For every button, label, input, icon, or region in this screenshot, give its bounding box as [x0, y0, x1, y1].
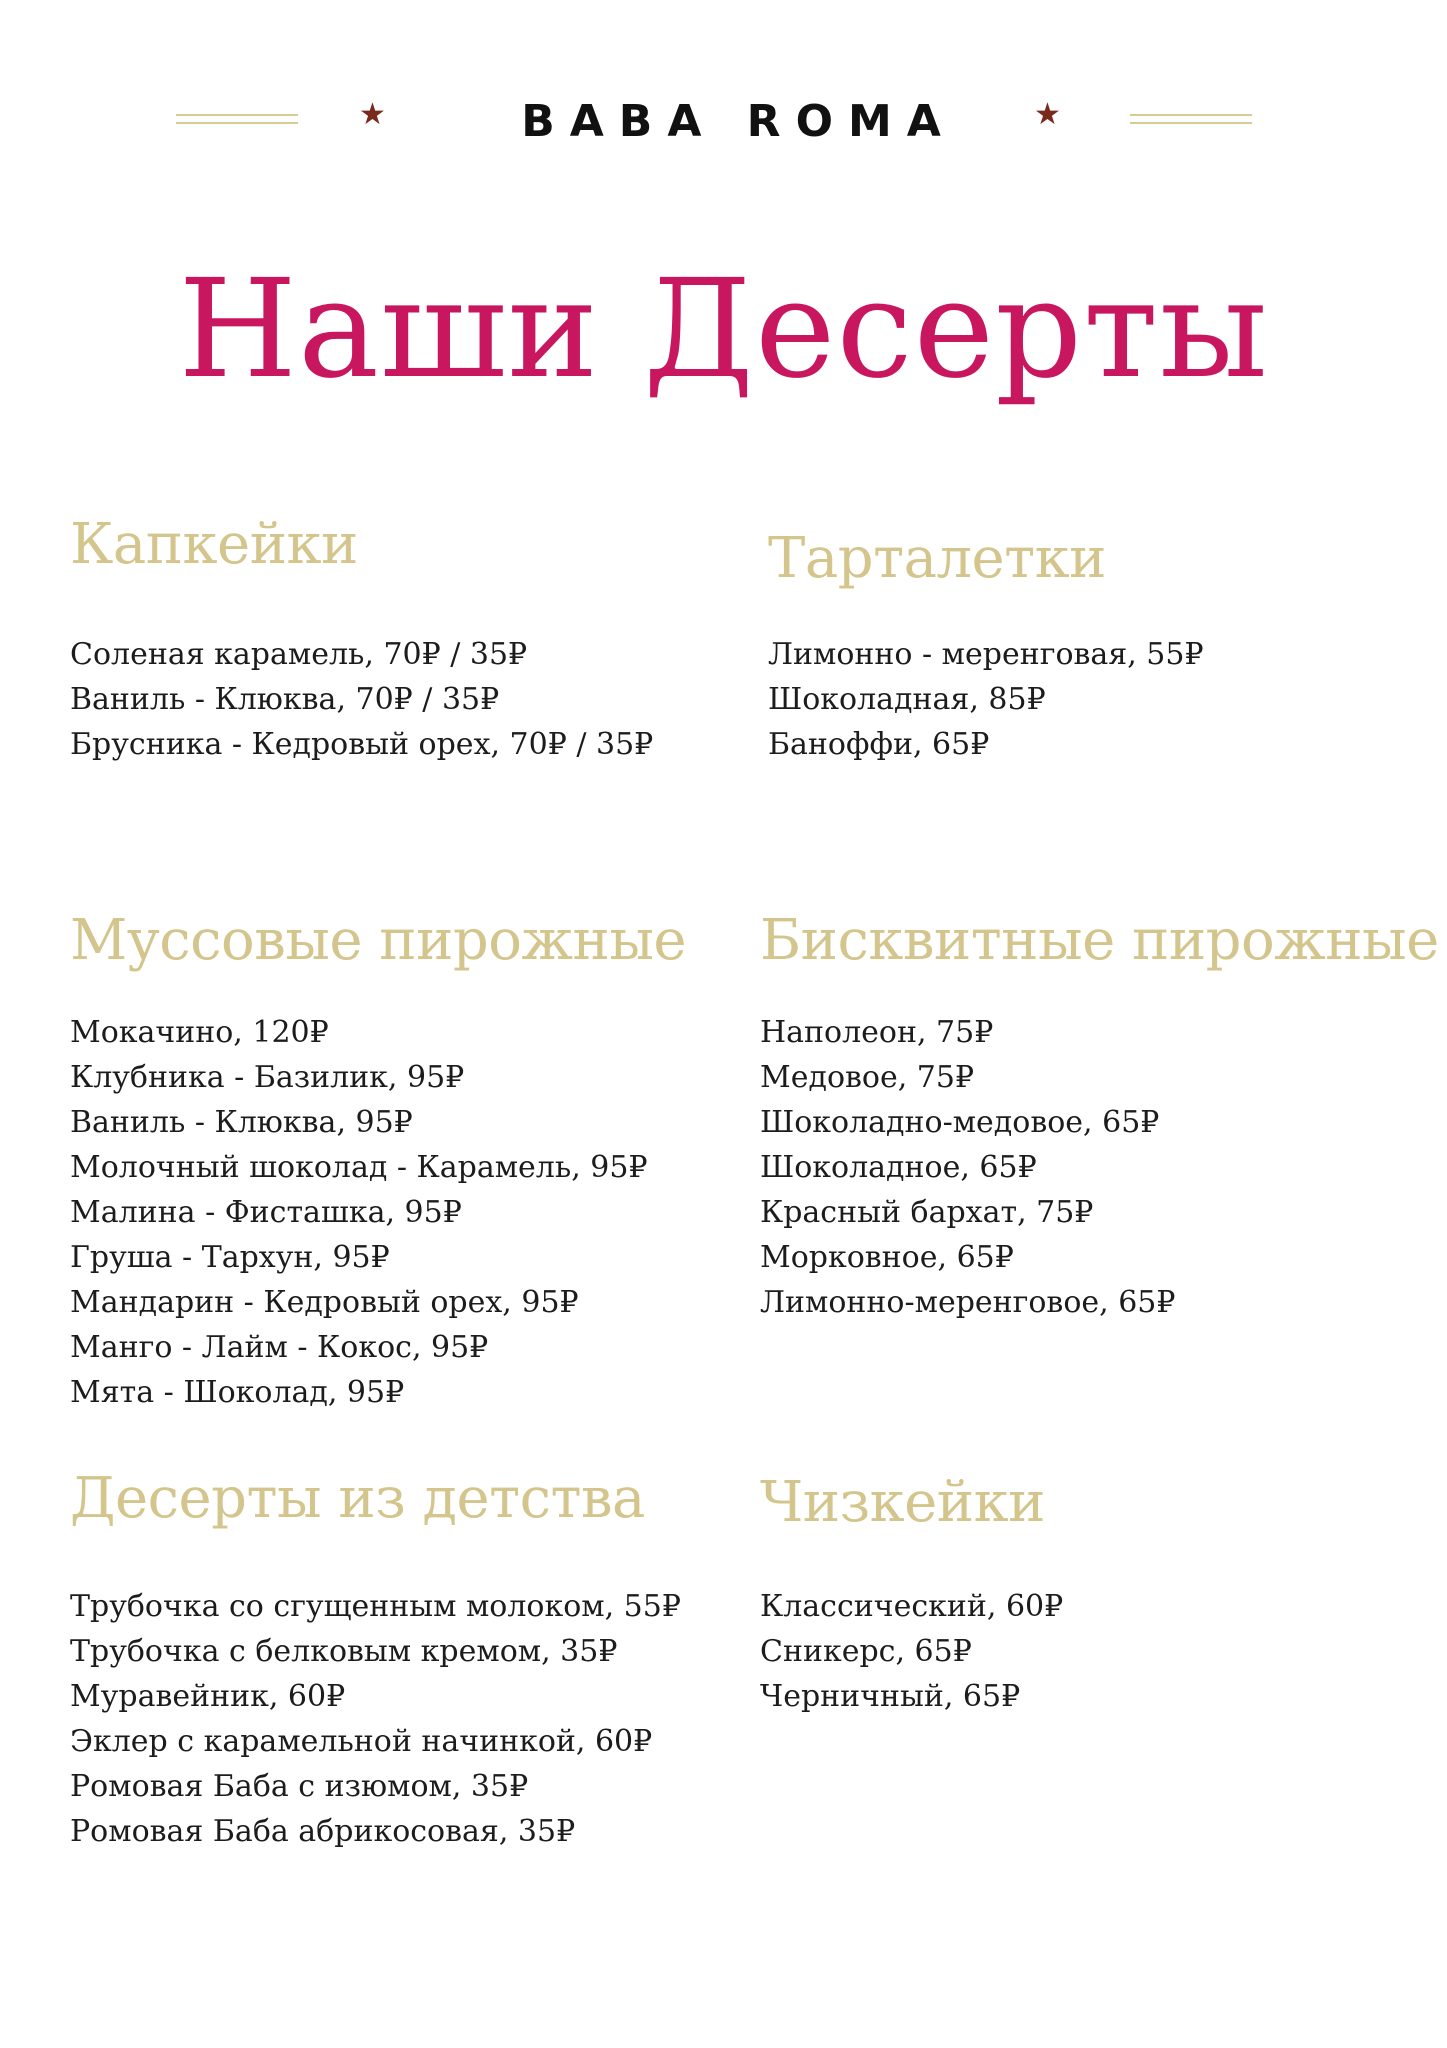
menu-list — [760, 1010, 1439, 1325]
menu-item: Соленая карамель, 70₽ / 35₽ — [70, 637, 528, 672]
section-heading: Капкейки — [70, 512, 358, 577]
star-icon: ★ — [359, 97, 386, 132]
menu-list — [768, 632, 1204, 767]
section-cheesecakes — [760, 1470, 1063, 1719]
section-sponge-cakes — [760, 908, 1439, 1325]
menu-header — [0, 0, 1447, 200]
menu-item: Клубника - Базилик, 95₽ — [70, 1060, 465, 1095]
menu-list — [70, 632, 653, 767]
section-heading: Муссовые пирожные — [70, 908, 687, 973]
section-childhood-desserts — [70, 1466, 681, 1854]
menu-item: Груша - Тархун, 95₽ — [70, 1240, 390, 1275]
section-heading: Десерты из детства — [70, 1466, 645, 1531]
menu-item: Ваниль - Клюква, 70₽ / 35₽ — [70, 682, 500, 717]
section-heading: Чизкейки — [760, 1470, 1045, 1535]
menu-item: Сникерс, 65₽ — [760, 1634, 972, 1669]
menu-item: Баноффи, 65₽ — [768, 727, 990, 762]
menu-item: Шоколадное, 65₽ — [760, 1150, 1037, 1185]
section-tartlets — [768, 526, 1204, 767]
menu-item: Муравейник, 60₽ — [70, 1679, 346, 1714]
menu-item: Мокачино, 120₽ — [70, 1015, 329, 1050]
section-heading: Тарталетки — [768, 526, 1106, 591]
menu-list — [70, 1584, 681, 1854]
decorative-rule-right — [1130, 114, 1252, 124]
menu-item: Красный бархат, 75₽ — [760, 1195, 1094, 1230]
star-icon: ★ — [1034, 97, 1061, 132]
menu-item: Трубочка со сгущенным молоком, 55₽ — [70, 1589, 681, 1624]
menu-item: Лимонно - меренговая, 55₽ — [768, 637, 1204, 672]
menu-item: Эклер с карамельной начинкой, 60₽ — [70, 1724, 653, 1759]
menu-item: Ромовая Баба с изюмом, 35₽ — [70, 1769, 529, 1804]
section-mousse-cakes — [70, 908, 686, 1415]
section-heading: Бисквитные пирожные — [760, 908, 1439, 973]
menu-item: Молочный шоколад - Карамель, 95₽ — [70, 1150, 648, 1185]
menu-item: Трубочка с белковым кремом, 35₽ — [70, 1634, 618, 1669]
section-cupcakes — [70, 512, 653, 767]
menu-item: Малина - Фисташка, 95₽ — [70, 1195, 462, 1230]
menu-item: Шоколадная, 85₽ — [768, 682, 1046, 717]
menu-item: Мандарин - Кедровый орех, 95₽ — [70, 1285, 579, 1320]
menu-item: Шоколадно-медовое, 65₽ — [760, 1105, 1160, 1140]
menu-item: Лимонно-меренговое, 65₽ — [760, 1285, 1176, 1320]
menu-list — [760, 1584, 1063, 1719]
page-title: Наши Десерты — [178, 251, 1269, 409]
brand-name: BABA ROMA — [521, 96, 956, 147]
menu-item: Медовое, 75₽ — [760, 1060, 975, 1095]
menu-item: Ромовая Баба абрикосовая, 35₽ — [70, 1814, 576, 1849]
menu-item: Черничный, 65₽ — [760, 1679, 1021, 1714]
menu-item: Брусника - Кедровый орех, 70₽ / 35₽ — [70, 727, 654, 762]
menu-item: Ваниль - Клюква, 95₽ — [70, 1105, 413, 1140]
menu-item: Наполеон, 75₽ — [760, 1015, 994, 1050]
menu-list — [70, 1010, 686, 1415]
menu-item: Мята - Шоколад, 95₽ — [70, 1375, 405, 1410]
menu-item: Манго - Лайм - Кокос, 95₽ — [70, 1330, 489, 1365]
menu-item: Морковное, 65₽ — [760, 1240, 1014, 1275]
menu-item: Классический, 60₽ — [760, 1589, 1064, 1624]
